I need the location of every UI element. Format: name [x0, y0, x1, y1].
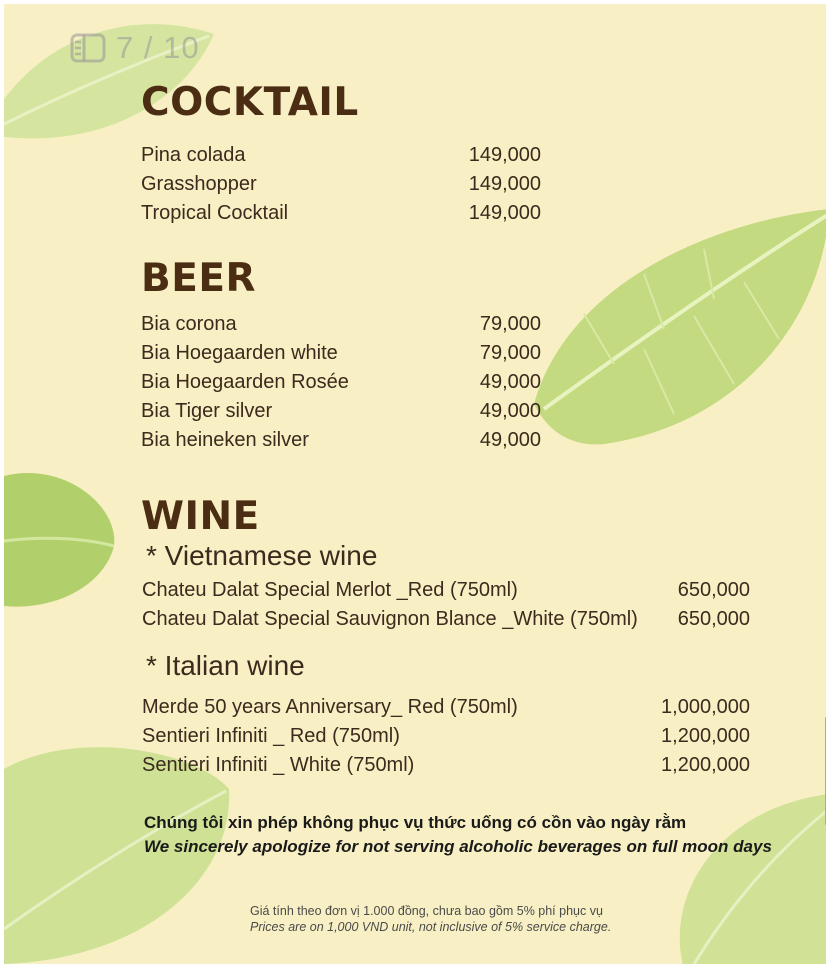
item-name: Bia Tiger silver: [141, 400, 273, 422]
item-price: 1,200,000: [661, 754, 750, 776]
menu-item: [141, 199, 541, 227]
item-name: Pina colada: [141, 144, 246, 166]
menu-item: [141, 339, 541, 367]
mint-leaf-left: [4, 466, 119, 611]
item-name: Sentieri Infiniti _ Red (750ml): [142, 725, 400, 747]
menu-item: [142, 576, 750, 604]
item-name: Bia Hoegaarden white: [141, 342, 338, 364]
item-name: Bia Hoegaarden Rosée: [141, 371, 349, 393]
item-price: 149,000: [468, 202, 541, 224]
item-price: 79,000: [479, 313, 541, 335]
menu-page: [4, 4, 826, 964]
item-price: 149,000: [468, 144, 541, 166]
item-price: 650,000: [677, 579, 750, 601]
item-price: 79,000: [479, 342, 541, 364]
menu-item: [141, 368, 541, 396]
wine-heading: WINE: [141, 494, 260, 539]
page-number: 7 / 10: [116, 30, 200, 65]
item-name: Chateu Dalat Special Sauvignon Blance _White (750ml): [142, 608, 638, 630]
footer-vietnamese: Giá tính theo đơn vị 1.000 đồng, chưa bao gồm 5% phí phục vụ: [250, 904, 603, 918]
item-price: 49,000: [479, 429, 541, 451]
notice-vietnamese: Chúng tôi xin phép không phục vụ thức uống có cồn vào ngày rằm: [144, 813, 687, 832]
sidebar-panel-icon[interactable]: [70, 33, 106, 63]
mint-leaf-bottom-right: [664, 789, 826, 964]
mint-leaf-right: [524, 204, 826, 454]
mint-leaf-top-left: [4, 4, 224, 154]
page-counter: [70, 30, 200, 66]
item-price: 49,000: [479, 371, 541, 393]
item-name: Tropical Cocktail: [141, 202, 289, 224]
menu-item: [142, 751, 750, 779]
item-name: Merde 50 years Anniversary_ Red (750ml): [142, 696, 518, 718]
item-price: 650,000: [677, 608, 750, 630]
beer-heading: BEER: [141, 256, 257, 301]
item-price: 1,200,000: [661, 725, 750, 747]
vietnamese-wine-label: * Vietnamese wine: [146, 540, 378, 571]
italian-wine-label: * Italian wine: [146, 650, 305, 681]
item-price: 149,000: [468, 173, 541, 195]
item-price: 1,000,000: [661, 696, 750, 718]
footer-english: Prices are on 1,000 VND unit, not inclusive of 5% service charge.: [250, 920, 612, 934]
menu-item: [141, 170, 541, 198]
menu-item: [142, 722, 750, 750]
notice-english: We sincerely apologize for not serving alcoholic beverages on full moon days: [144, 837, 772, 856]
item-name: Chateu Dalat Special Merlot _Red (750ml): [142, 579, 518, 601]
menu-item: [141, 397, 541, 425]
item-name: Bia heineken silver: [141, 429, 309, 451]
menu-item: [141, 310, 541, 338]
item-name: Grasshopper: [141, 173, 257, 195]
menu-item: [142, 693, 750, 721]
cocktail-heading: COCKTAIL: [141, 80, 359, 125]
item-name: Sentieri Infiniti _ White (750ml): [142, 754, 415, 776]
menu-item: [141, 141, 541, 169]
scrollbar[interactable]: [825, 716, 826, 826]
item-price: 49,000: [479, 400, 541, 422]
item-name: Bia corona: [141, 313, 237, 335]
menu-item: [142, 605, 750, 633]
menu-item: [141, 426, 541, 454]
